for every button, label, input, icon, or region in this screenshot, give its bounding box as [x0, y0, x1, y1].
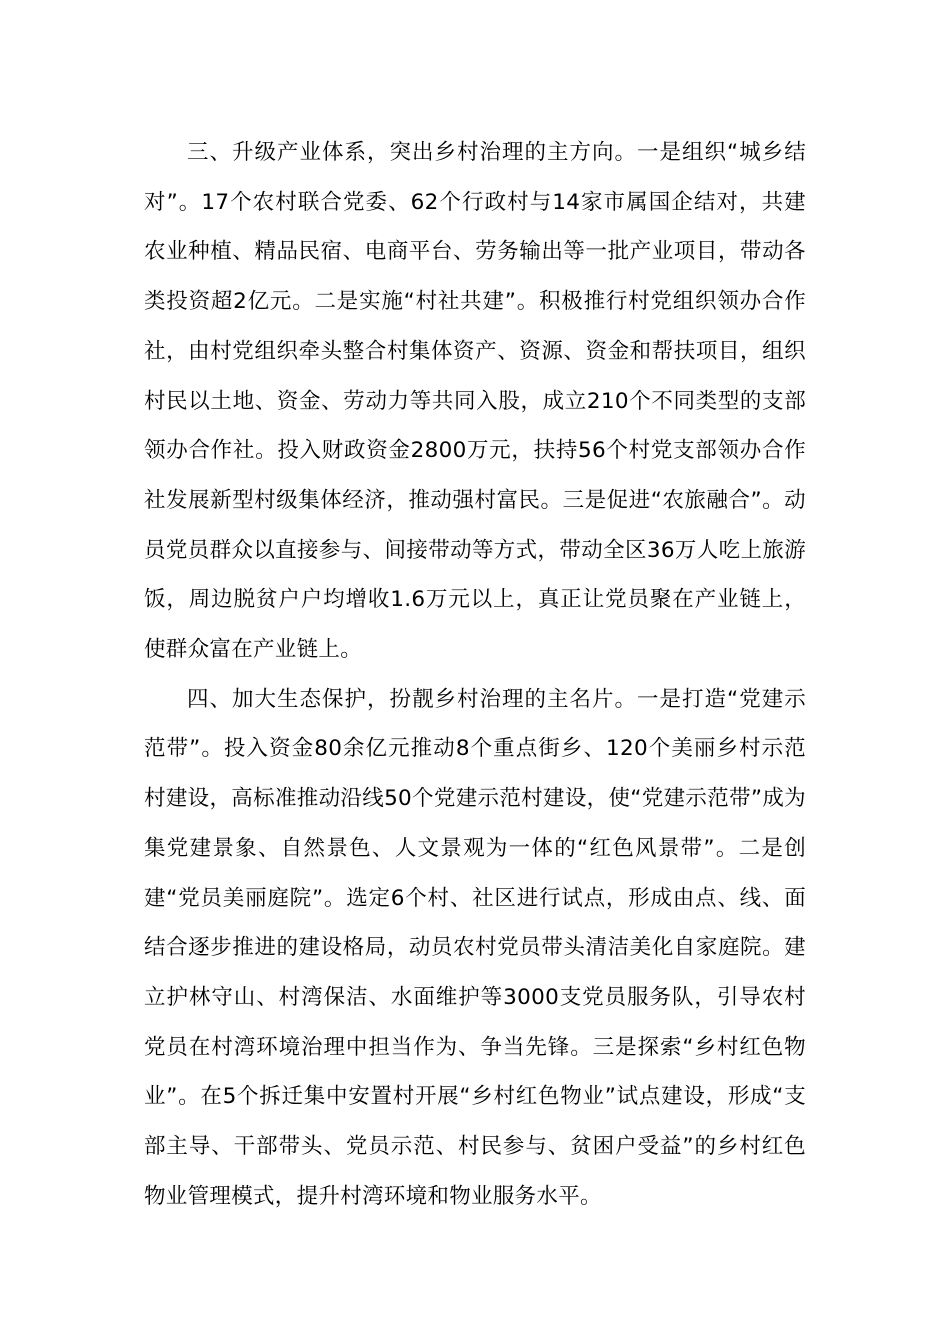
paragraph-ecological-protection: 四、加大生态保护，扮靓乡村治理的主名片。一是打造“党建示范带”。投入资金80余亿元推动8个重点街乡、120个美丽乡村示范村建设，高标准推动沿线50个党建示范村建设，使“党建示范带”成为集党建景象、自然景色、人文景观为一体的“红色风景带”。二是创建“党员美丽庭院”。选定6个村、社区进行试点，形成由点、线、面结合逐步推进的建设格局，动员农村党员带头清洁美化自家庭院。建立护林守山、村湾保洁、水面维护等3000支党员服务队，引导农村党员在村湾环境治理中担当作为、争当先锋。三是探索“乡村红色物业”。在5个拆迁集中安置村开展“乡村红色物业”试点建设，形成“支部主导、干部带头、党员示范、村民参与、贫困户受益”的乡村红色物业管理模式，提升村湾环境和物业服务水平。 [144, 686, 806, 1209]
paragraph-industry-system: 三、升级产业体系，突出乡村治理的主方向。一是组织“城乡结对”。17个农村联合党委、62个行政村与14家市属国企结对，共建农业种植、精品民宿、电商平台、劳务输出等一批产业项目，带动各类投资超2亿元。二是实施“村社共建”。积极推行村党组织领办合作社，由村党组织牵头整合村集体资产、资源、资金和帮扶项目，组织村民以土地、资金、劳动力等共同入股，成立210个不同类型的支部领办合作社。投入财政资金2800万元，扶持56个村党支部领办合作社发展新型村级集体经济，推动强村富民。三是促进“农旅融合”。动员党员群众以直接参与、间接带动等方式，带动全区36万人吃上旅游饭，周边脱贫户户均增收1.6万元以上，真正让党员聚在产业链上，使群众富在产业链上。 [144, 140, 806, 663]
document-body [144, 128, 806, 1221]
